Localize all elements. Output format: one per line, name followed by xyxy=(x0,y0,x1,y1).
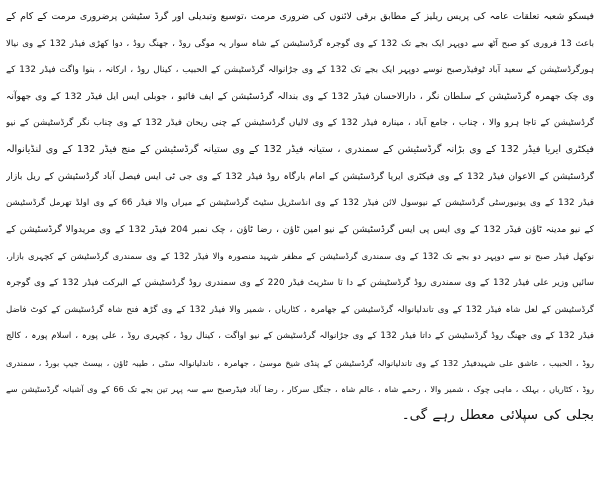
article-line: سائیں وزیر علی فیڈر 132 کے وی سمندری روڈ گرڈسٹیشن کے دا تا سٹریٹ فیڈر 220 کے وی سمندری روڈ گرڈسٹیشن کے البرکت فیڈر 132 کے وی گوجرہ xyxy=(6,277,594,288)
article-line: باعث 13 فروری کو صبح آٹھ سے دوپہر ایک بجے تک 132 کے وی گوجرہ گرڈسٹیشن کے شاہ سوار یہ موگی روڈ ، جھنگ روڈ ، دوا کھڑی فیڈر 132 کے وی نیالا xyxy=(6,38,594,49)
article-line: گرڈسٹیشن کے تاجا ہرو والا ، چناب ، جامع آباد ، مینارہ فیڈر 132 کے وی لالیاں گرڈسٹیشن کے چنی ریحان فیڈر 132 کے وی چناب نگر گرڈسٹیشن کے نیو xyxy=(6,118,594,129)
news-article xyxy=(6,4,594,484)
article-line: گرڈسٹیشن کے الاعوان فیڈر 132 کے وی فیکٹری ایریا گرڈسٹیشن کے امام بارگاہ روڈ فیڈر 132 کے وی جی ٹی ایس فیصل آباد گرڈسٹیشن کے ریل بازار xyxy=(6,171,594,182)
article-line: کے نیو مدینہ ٹاؤن فیڈر 132 کے وی ایس پی ایس گرڈسٹیشن کے نیو امین ٹاؤن ، رضا ٹاؤن ، چک نمبر 204 فیڈر 132 کے وی مریدوالا گرڈسٹیشن کے xyxy=(6,223,594,235)
article-line: گرڈسٹیشن کے لعل شاہ فیڈر 132 کے وی تاندلیانوالہ گرڈسٹیشن کے جھامرہ ، کٹاریاں ، شمیر والا فیڈر 132 کے وی گڑھ فتح شاہ گرڈسٹیشن کے کوٹ فاضل xyxy=(6,304,594,315)
article-line: بجلی کی سپلائی معطل رہے گی۔ xyxy=(401,407,594,423)
article-line: روڈ ، الحبیب ، عاشق علی شہیدفیڈر 132 کے وی تاندلیانوالہ گرڈسٹیشن کے پنڈی شیخ موسیٰ ، جھامرہ ، تاندلیانوالہ سٹی ، طیبہ ٹاؤن ، بیسٹ جیپ بورڈ ، سمندری xyxy=(6,357,594,368)
article-line: ہورگرڈسٹیشن کے سعید آباد ٹوفیڈرصبح نوسے دوپہر ایک بجے تک 132 کے وی جڑانوالہ گرڈسٹیشن کے الحبیب ، کینال روڈ ، ارکانہ ، بنوا واگت فیڈر 132 کے xyxy=(6,65,594,76)
article-line: فیڈر 132 کے وی یونیورسٹی گرڈسٹیشن کے نیوسول لائن فیڈر 132 کے وی انڈسٹریل سٹیٹ گرڈسٹیشن کے میراں والا فیڈر 66 کے وی اولڈ تھرمل گرڈسٹیشن xyxy=(6,198,594,209)
article-line: فیکٹری ایریا فیڈر 132 کے وی بڑانہ گرڈسٹیشن کے سمندری ، ستیانہ فیڈر 132 کے وی ستیانہ گرڈسٹیشن کے منج فیڈر 132 کے وی لنڈیانوالہ xyxy=(6,143,594,155)
article-line: فیسکو شعبہ تعلقات عامہ کی پریس ریلیز کے مطابق برقی لائنوں کی ضروری مرمت ،توسیع وتبدیلی اور گرڈ سٹیشن پرضروری مرمت کے کام کے xyxy=(6,11,594,22)
article-line: روڈ ، کٹاریاں ، بہلک ، ماہی چوک ، شمیر والا ، رحمے شاہ ، عالم شاہ ، جنگل سرکار ، رضا آباد فیڈرصبح سے سہ پہر تین بجے تک 66 کے وی آشیانہ گرڈسٹیشن سے xyxy=(6,384,594,395)
article-line: وی چک جھمرہ گرڈسٹیشن کے سلطان نگر ، دارالاحسان فیڈر 132 کے وی بندالہ گرڈسٹیشن کے ایف فائیو ، جوبلی ایس ایل فیڈر 132 کے وی جھوآنہ xyxy=(6,90,594,102)
article-line: نوکھل فیڈر صبح نو سے دوپہر دو بجے تک 132 کے وی سمندری گرڈسٹیشن کے مظفر شہید منصورہ والا فیڈر 132 کے وی سمندری گرڈسٹیشن کے کچہری بازار، xyxy=(6,251,594,262)
article-line: فیڈر 132 کے وی جھنگ روڈ گرڈسٹیشن کے داتا فیڈر 132 کے وی جڑانوالہ گرڈسٹیشن کے نیو اواگت ، کینال روڈ ، کچہری روڈ ، علی پورہ ، اسلام پورہ ، کالج xyxy=(6,331,594,342)
